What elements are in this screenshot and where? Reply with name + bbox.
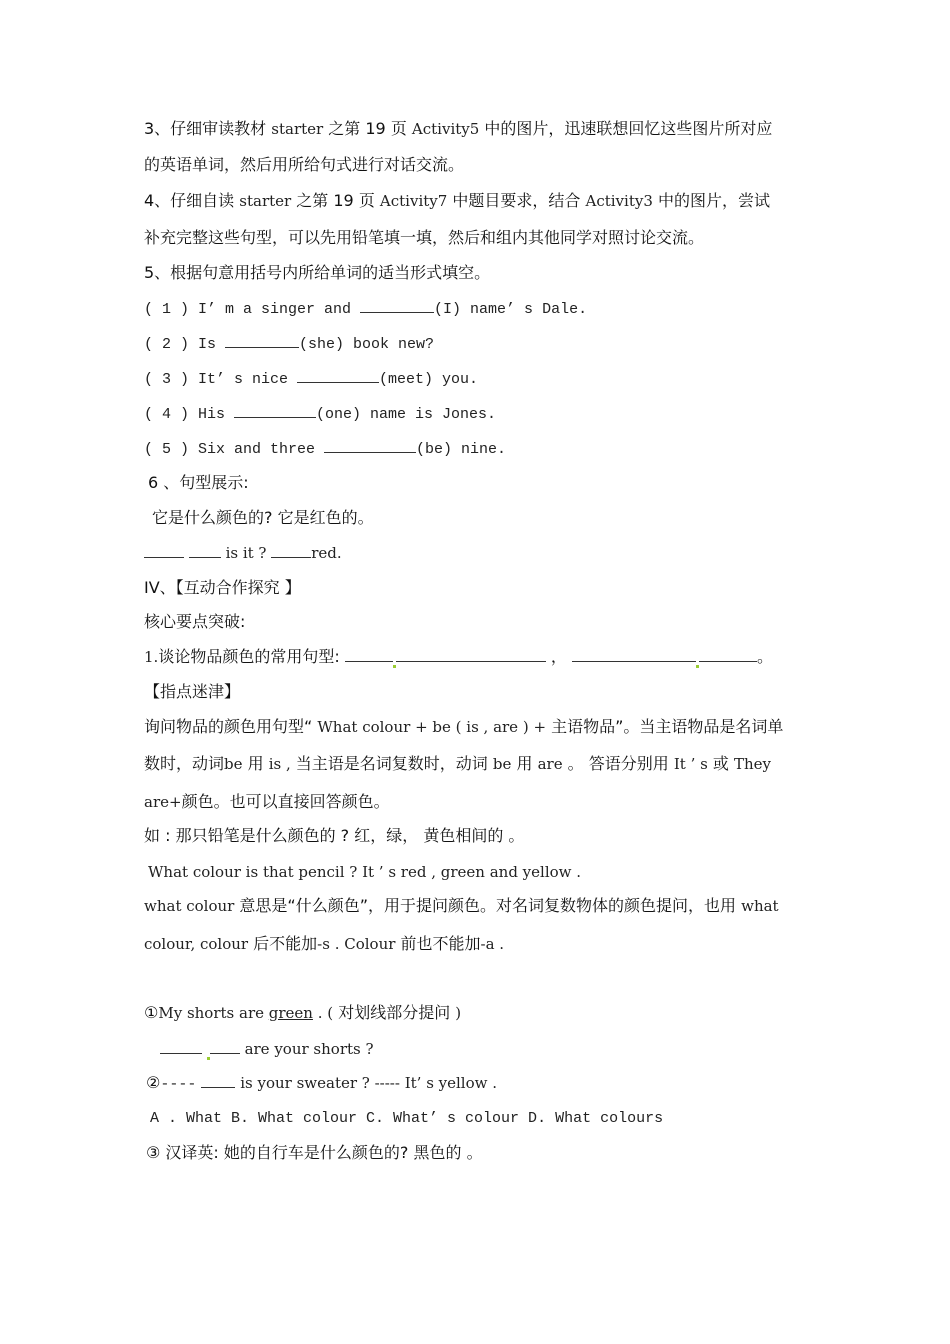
question-4: ( 4 ) His (one) name is Jones. bbox=[144, 403, 496, 426]
answer-blank[interactable] bbox=[210, 1039, 240, 1054]
item6-chinese: 它是什么颜色的? 它是红色的。 bbox=[152, 508, 374, 527]
answer-blank[interactable] bbox=[572, 647, 696, 662]
answer-blank[interactable] bbox=[201, 1073, 235, 1088]
exercise-1-answer: are your shorts ? bbox=[160, 1038, 374, 1060]
core-points: 核心要点突破: bbox=[144, 612, 246, 631]
note-line-1: what colour 意思是“什么颜色”，用于提问颜色。对名词复数物体的颜色提问，也用 what bbox=[144, 896, 779, 915]
question-2: ( 2 ) Is (she) book new? bbox=[144, 333, 434, 356]
example-english: What colour is that pencil ? It ’ s red , green and yellow . bbox=[148, 863, 582, 881]
answer-blank[interactable] bbox=[234, 403, 316, 418]
answer-blank[interactable] bbox=[396, 647, 546, 662]
item4-line2: 补充完整这些句型，可以先用铅笔填一填，然后和组内其他同学对照讨论交流。 bbox=[144, 228, 705, 247]
question-1: ( 1 ) I’ m a singer and (I) name’ s Dale. bbox=[144, 298, 587, 321]
question-5: ( 5 ) Six and three (be) nine. bbox=[144, 438, 506, 461]
answer-blank[interactable] bbox=[160, 1039, 202, 1054]
item3-line2: 的英语单词，然后用所给句式进行对话交流。 bbox=[144, 155, 465, 174]
item5-title: 5、根据句意用括号内所给单词的适当形式填空。 bbox=[144, 263, 491, 282]
tips-line-2: 数时，动词be 用 is , 当主语是名词复数时，动词 be 用 are 。 答语分别用 It ’ s 或 They bbox=[144, 754, 772, 773]
point-1: 1.谈论物品颜色的常用句型: ， 。 bbox=[144, 647, 774, 666]
answer-blank[interactable] bbox=[324, 438, 416, 453]
tips-line-1: 询问物品的颜色用句型“ What colour + be ( is , are ) + 主语物品”。当主语物品是名词单 bbox=[144, 717, 784, 736]
answer-blank[interactable] bbox=[271, 543, 311, 558]
exercise-2: ②---- is your sweater ? ----- It’ s yellow . bbox=[146, 1073, 498, 1093]
exercise-2-options: A . What B. What colour C. What’ s colour D. What colours bbox=[150, 1110, 664, 1127]
exercise-3: ③ 汉译英: 她的自行车是什么颜色的? 黑色的 。 bbox=[146, 1143, 483, 1162]
section-title: IV、【互动合作探究 】 bbox=[144, 578, 301, 597]
answer-blank[interactable] bbox=[699, 647, 757, 662]
answer-blank[interactable] bbox=[345, 647, 393, 662]
answer-blank[interactable] bbox=[225, 333, 299, 348]
exercise-1: ①My shorts are green . ( 对划线部分提问 ) bbox=[144, 1003, 462, 1022]
marker-dot bbox=[207, 1057, 210, 1060]
item3-line1: 3、仔细审读教材 starter 之第 19 页 Activity5 中的图片，迅速联想回忆这些图片所对应 bbox=[144, 119, 773, 138]
note-line-2: colour, colour 后不能加-s . Colour 前也不能加-a . bbox=[144, 934, 505, 953]
item4-line1: 4、仔细自读 starter 之第 19 页 Activity7 中题目要求，结合 Activity3 中的图片，尝试 bbox=[144, 191, 770, 210]
tips-title: 【指点迷津】 bbox=[144, 682, 241, 701]
question-3: ( 3 ) It’ s nice (meet) you. bbox=[144, 368, 478, 391]
answer-blank[interactable] bbox=[297, 368, 379, 383]
answer-blank[interactable] bbox=[144, 543, 184, 558]
answer-blank[interactable] bbox=[360, 298, 434, 313]
tips-line-3: are+颜色。也可以直接回答颜色。 bbox=[144, 792, 390, 811]
example-chinese: 如 : 那只铅笔是什么颜色的 ? 红，绿， 黄色相间的 。 bbox=[144, 826, 525, 845]
marker-dot bbox=[393, 665, 396, 668]
answer-blank[interactable] bbox=[189, 543, 221, 558]
item6-title: 6 、句型展示: bbox=[148, 473, 249, 492]
marker-dot bbox=[696, 665, 699, 668]
item6-english: is it ? red. bbox=[144, 542, 342, 564]
